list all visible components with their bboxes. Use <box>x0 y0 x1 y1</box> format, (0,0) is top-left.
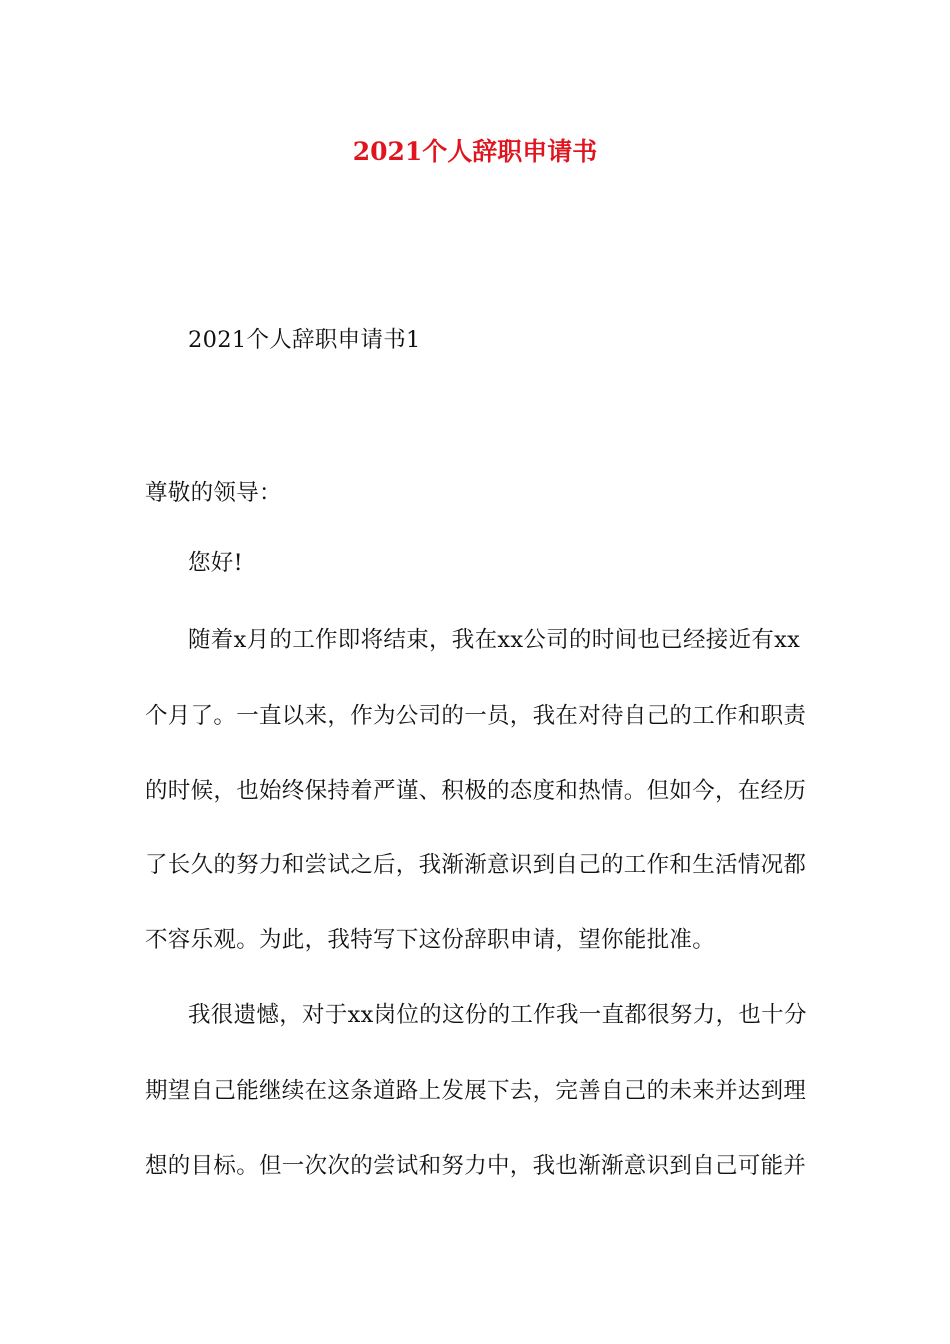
document-title: 2021个人辞职申请书 <box>352 137 598 166</box>
paragraph-1-line-1: 随着x月的工作即将结束，我在xx公司的时间也已经接近有xx <box>188 627 801 653</box>
salutation: 尊敬的领导： <box>145 480 282 506</box>
paragraph-1-line-4: 了长久的努力和尝试之后，我渐渐意识到自己的工作和生活情况都 <box>145 852 807 878</box>
paragraph-1-line-3: 的时候，也始终保持着严谨、积极的态度和热情。但如今，在经历 <box>145 778 807 804</box>
paragraph-1-line-5: 不容乐观。为此，我特写下这份辞职申请，望你能批准。 <box>145 927 716 953</box>
section-heading: 2021个人辞职申请书1 <box>188 327 421 353</box>
paragraph-2-line-1: 我很遗憾，对于xx岗位的这份的工作我一直都很努力，也十分 <box>188 1002 807 1028</box>
paragraph-2-line-2: 期望自己能继续在这条道路上发展下去，完善自己的未来并达到理 <box>145 1078 807 1104</box>
paragraph-1-line-2: 个月了。一直以来，作为公司的一员，我在对待自己的工作和职责 <box>145 703 807 729</box>
paragraph-2-line-3: 想的目标。但一次次的尝试和努力中，我也渐渐意识到自己可能并 <box>145 1153 807 1179</box>
greeting: 您好! <box>188 550 243 576</box>
